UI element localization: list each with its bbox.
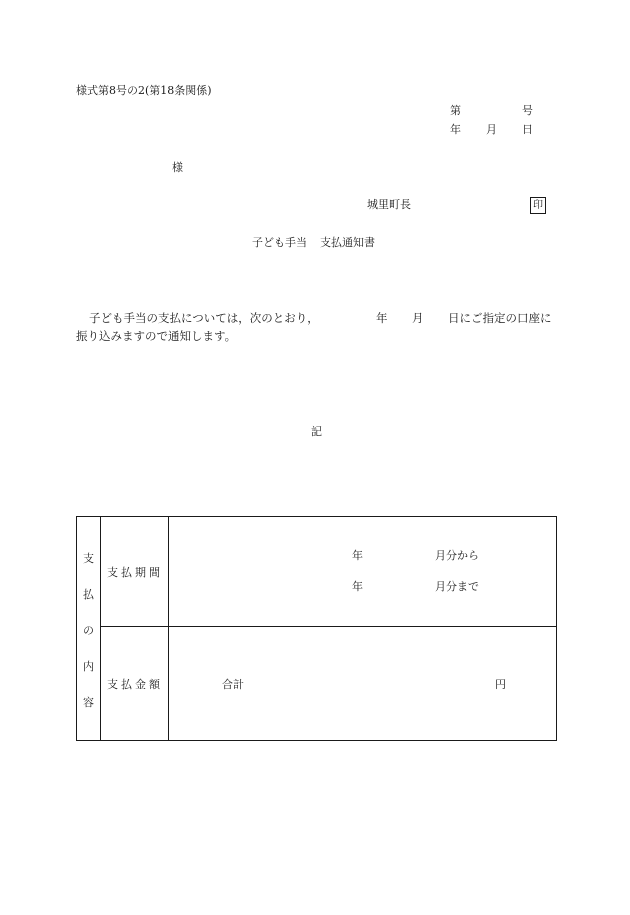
amount-total-label: 合計 — [222, 678, 244, 691]
amount-yen-unit: 円 — [495, 678, 506, 691]
seal-stamp-box — [530, 197, 546, 214]
body-line1-month: 月 — [412, 311, 424, 325]
form-number-label: 様式第8号の2(第18条関係) — [76, 84, 212, 97]
period-from-year: 年 — [352, 549, 363, 562]
side-label-char-4: 内 — [83, 660, 94, 673]
document-title-part1: 子ども手当 — [252, 236, 307, 249]
seal-label: 印 — [533, 200, 543, 211]
table-divider-left — [100, 517, 101, 740]
body-line2: 振り込みますので通知します。 — [76, 329, 237, 343]
table-row-divider — [100, 626, 556, 627]
date-day-label: 日 — [522, 123, 533, 136]
document-number-suffix: 号 — [522, 104, 533, 117]
date-year-label: 年 — [450, 123, 461, 136]
document-number-prefix: 第 — [450, 104, 461, 117]
body-line1-end: 日にご指定の口座に — [448, 311, 552, 325]
payment-details-table — [76, 516, 557, 741]
side-label-char-2: 払 — [83, 588, 94, 601]
body-line1-start: 子ども手当の支払については，次のとおり， — [89, 311, 319, 325]
side-label-char-5: 容 — [83, 696, 94, 709]
period-to-month: 月分まで — [435, 580, 479, 593]
body-line1-year: 年 — [376, 311, 388, 325]
period-to-year: 年 — [352, 580, 363, 593]
payment-amount-label: 支払金額 — [107, 678, 163, 691]
payment-period-label: 支払期間 — [107, 566, 163, 579]
document-title-part2: 支払通知書 — [320, 236, 375, 249]
side-label-char-3: の — [83, 624, 94, 637]
addressee-honorific: 様 — [172, 161, 183, 174]
date-month-label: 月 — [486, 123, 497, 136]
side-label-char-1: 支 — [83, 552, 94, 565]
table-divider-right — [168, 517, 169, 740]
notation-ki: 記 — [311, 425, 322, 438]
period-from-month: 月分から — [435, 549, 479, 562]
sender-title: 城里町長 — [367, 198, 411, 211]
